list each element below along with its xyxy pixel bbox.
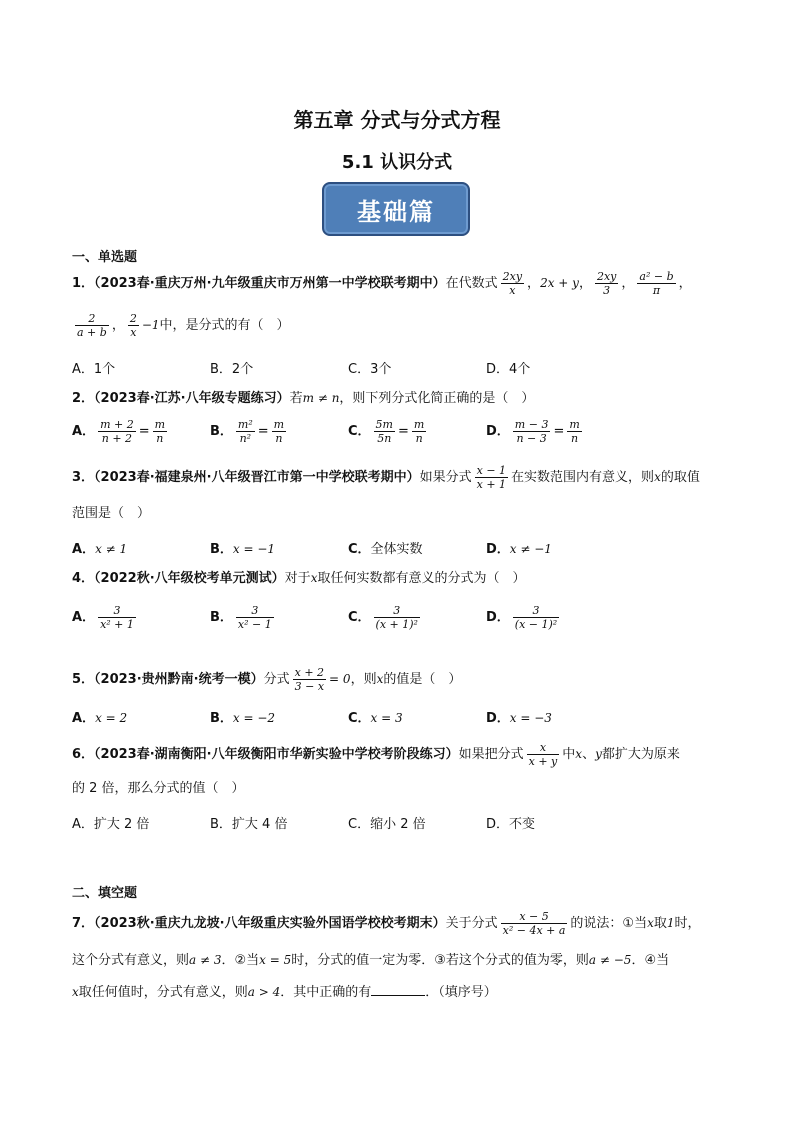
- q4-option-c: [348, 604, 423, 631]
- q1-text-b: 中，是分式的有（ ）: [159, 318, 290, 333]
- question-1-line2: $\frac{2}{a + b}$ ， $\frac{2}{x}$ −1中，是分式的有（ ）: [77, 312, 290, 339]
- q4-c-fraction: [374, 604, 420, 631]
- q3-text-a: 如果分式: [419, 470, 472, 485]
- q2-condition: m ≠ n: [302, 391, 340, 405]
- q1-f6-tail: −1: [141, 318, 160, 332]
- q3-option-b: [210, 538, 275, 557]
- q3-label-c: C．: [348, 542, 371, 557]
- q6-var-y: y: [595, 747, 602, 761]
- question-1-line1: 1．（2023春·重庆万州·九年级重庆市万州第一中学校联考期中）在代数式 $\frac{2xy}{x}$ ，2x + y， $\frac{2xy}{3}$ ， $\frac{\text{a² − b}}{\pi}$ ，: [72, 270, 692, 297]
- q2-b-rd: n: [275, 432, 283, 445]
- q6-f-denominator: x + y: [528, 755, 558, 768]
- q3-fraction: [475, 464, 508, 491]
- q2-d-rd: n: [571, 432, 579, 445]
- q7-l2-math-3: a ≠ −5: [588, 953, 632, 967]
- q5-label-b: B．: [210, 711, 233, 726]
- q5-label-c: C．: [348, 711, 371, 726]
- q2-a-rn: m: [154, 418, 166, 431]
- q2-b-ld: n²: [239, 432, 252, 445]
- q2-c-ln: 5m: [375, 418, 393, 431]
- q7-l3-var: x: [72, 985, 79, 999]
- q4-var: x: [310, 571, 318, 585]
- question-6-line1: [72, 741, 680, 768]
- q6-number: 6．: [72, 747, 95, 762]
- q1-fraction-4: [637, 270, 675, 297]
- q2-d-rn: m: [569, 418, 580, 431]
- q2-d-ln: m − 3: [514, 418, 549, 431]
- q1-source: （2023春·重庆万州·九年级重庆市万州第一中学校联考期中）: [94, 276, 446, 291]
- q5-number: 5．: [72, 672, 95, 687]
- q5-label-a: A．: [72, 711, 96, 726]
- q3-option-d: [486, 538, 552, 557]
- q2-b-ln: m²: [237, 418, 253, 431]
- q7-l2-math-1: a ≠ 3: [189, 953, 222, 967]
- q2-a-right: [153, 418, 167, 445]
- q3-option-a: [72, 538, 127, 557]
- q6-fraction: [527, 741, 560, 768]
- q3-c-value: 全体实数: [370, 542, 423, 557]
- q5-option-d: [486, 707, 552, 726]
- q1-f5-numerator: 2: [75, 312, 109, 326]
- q5-option-c: [348, 707, 403, 726]
- q5-f-numerator: x + 2: [294, 666, 325, 679]
- q2-a-ld: n + 2: [101, 432, 133, 445]
- q7-l3-text-a: 取任何值时，分式有意义，则: [78, 985, 248, 1000]
- q1-option-a: A．1个: [72, 362, 116, 377]
- q2-label-a: A．: [72, 424, 96, 439]
- q4-option-b: [210, 604, 277, 631]
- q5-f-denominator: 3 − x: [294, 680, 325, 693]
- q3-option-c: [348, 538, 423, 557]
- q7-f-denominator: x² − 4x + a: [502, 924, 566, 937]
- q6-source: （2023春·湖南衡阳·八年级衡阳市华新实验中学校考阶段练习）: [94, 747, 459, 762]
- q5-c-value: x = 3: [370, 711, 403, 725]
- q1-f4-denominator: π: [652, 284, 661, 297]
- question-3-line1: [72, 464, 700, 491]
- q2-b-rn: m: [273, 418, 285, 431]
- q7-l3-math: a > 4: [247, 985, 281, 999]
- q2-option-c: C． $\frac{5m}{5n}$ = $\frac{m}{n}$: [348, 418, 425, 445]
- q6-text-c: 都扩大为原来: [601, 747, 680, 762]
- q2-number: 2．: [72, 391, 95, 406]
- level-badge: 基础篇: [322, 182, 470, 236]
- q4-c-d: (x + 1)²: [375, 618, 418, 631]
- q5-label-d: D．: [486, 711, 510, 726]
- q3-number: 3．: [72, 470, 95, 485]
- section-title: 5.1 认识分式: [341, 152, 453, 173]
- q6-var-x: x: [575, 747, 583, 761]
- q3-label-d: D．: [486, 542, 510, 557]
- q3-source: （2023春·福建泉州·八年级晋江市第一中学校联考期中）: [94, 470, 420, 485]
- q5-var: x: [376, 672, 384, 686]
- q7-text-c: 取: [653, 916, 667, 931]
- q7-number: 7．: [72, 916, 95, 931]
- q6-f-numerator: x: [527, 741, 560, 755]
- q5-d-value: x = −3: [509, 711, 552, 725]
- q4-d-n: 3: [513, 604, 559, 618]
- q1-f4-numerator: a² − b: [639, 270, 674, 283]
- q2-text-b: ，则下列分式化简正确的是（ ）: [339, 391, 535, 406]
- q4-b-n: 3: [236, 604, 274, 618]
- q4-label-c: C．: [348, 610, 371, 625]
- q2-text-a: 若: [289, 391, 303, 406]
- q3-label-a: A．: [72, 542, 96, 557]
- q2-c-rd: n: [415, 432, 423, 445]
- q2-d-right: [567, 418, 581, 445]
- q5-text-a: 分式: [263, 672, 290, 687]
- q6-option-c: C．缩小 2 倍: [348, 817, 426, 832]
- q6-option-b: B．扩大 4 倍: [210, 817, 288, 832]
- q1-expression-2: 2x + y: [540, 276, 579, 290]
- q2-a-ln: m + 2: [100, 418, 134, 431]
- q4-a-fraction: [98, 604, 136, 631]
- q3-f-denominator: x + 1: [476, 478, 507, 491]
- q2-d-ld: n − 3: [516, 432, 547, 445]
- q4-a-n: 3: [98, 604, 136, 618]
- q1-f3-numerator: 2xy: [596, 270, 617, 283]
- question-2: [72, 389, 534, 408]
- q2-b-left: [236, 418, 255, 445]
- q5-text-b: ，则: [350, 672, 377, 687]
- q6-option-d: D．不变: [486, 817, 536, 832]
- q1-f1-numerator: 2xy: [502, 270, 523, 283]
- q7-l2-math-2: x = 5: [259, 953, 292, 967]
- q1-option-b: B．2个: [210, 362, 254, 377]
- question-3-line2: 范围是（ ）: [72, 506, 151, 521]
- q5-a-value: x = 2: [95, 711, 128, 725]
- q4-a-d: x² + 1: [100, 618, 134, 631]
- q1-fraction-3: [595, 270, 618, 297]
- q2-d-left: [513, 418, 551, 445]
- q5-fraction: [293, 666, 326, 693]
- q7-text-d: 时，: [674, 916, 701, 931]
- q4-source: （2022秋·八年级校考单元测试）: [94, 571, 285, 586]
- q2-label-c: C．: [348, 424, 371, 439]
- q4-label-a: A．: [72, 610, 96, 625]
- part1-heading: 一、单选题: [72, 250, 138, 265]
- q7-l3-text-b: ．其中正确的有: [280, 985, 372, 1000]
- q1-f6-denominator: x: [130, 326, 137, 339]
- q6-separator: 、: [582, 747, 596, 762]
- q4-number: 4．: [72, 571, 95, 586]
- q1-fraction-1: [501, 270, 524, 297]
- question-7-line2: [72, 951, 669, 970]
- q3-text-b: 在实数范围内有意义，则: [511, 470, 655, 485]
- q7-l2-text-d: ．④当: [631, 953, 670, 968]
- q7-f-numerator: x − 5: [501, 910, 568, 924]
- q1-text-a: 在代数式: [445, 276, 498, 291]
- q7-l2-text-a: 这个分式有意义，则: [72, 953, 190, 968]
- q2-c-ld: 5n: [377, 432, 392, 445]
- q5-option-a: [72, 707, 127, 726]
- q2-label-b: B．: [210, 424, 233, 439]
- q4-c-n: 3: [374, 604, 420, 618]
- q2-c-rn: m: [413, 418, 425, 431]
- question-5: [72, 666, 461, 693]
- q3-label-b: B．: [210, 542, 233, 557]
- chapter-title: 第五章 分式与分式方程: [293, 108, 501, 132]
- q5-b-value: x = −2: [232, 711, 276, 725]
- q3-f-numerator: x − 1: [476, 464, 507, 477]
- q7-text-b: 的说法：①当: [570, 916, 648, 931]
- q2-option-b: B． $\frac{\text{m²}}{\text{n²}}$ = $\frac{m}{n}$: [210, 418, 285, 445]
- q1-number: 1．: [72, 276, 95, 291]
- part2-heading: 二、填空题: [72, 886, 138, 901]
- q2-source: （2023春·江苏·八年级专题练习）: [94, 391, 290, 406]
- q4-label-b: B．: [210, 610, 233, 625]
- q5-text-c: 的值是（ ）: [383, 672, 462, 687]
- q4-option-a: [72, 604, 139, 631]
- q4-b-d: x² − 1: [237, 618, 272, 631]
- q2-c-left: [374, 418, 395, 445]
- q2-option-a: A． $\frac{m + 2}{n + 2}$ = $\frac{m}{n}$: [72, 418, 166, 445]
- q2-b-right: [272, 418, 286, 445]
- q7-var-x: x: [647, 916, 654, 930]
- question-6-line2: 的 2 倍，那么分式的值（ ）: [72, 781, 245, 796]
- q7-l3-text-c: ．（填序号）: [425, 985, 497, 1000]
- q4-d-fraction: [513, 604, 559, 631]
- q2-c-right: [412, 418, 426, 445]
- q3-a-value: x ≠ 1: [95, 542, 128, 556]
- q7-text-a: 关于分式: [445, 916, 498, 931]
- q1-f3-denominator: 3: [603, 284, 611, 297]
- q1-f1-denominator: x: [509, 284, 516, 297]
- q5-equation: = 0: [329, 672, 351, 686]
- q4-label-d: D．: [486, 610, 510, 625]
- q7-l2-text-c: 时，分式的值一定为零．③若这个分式的值为零，则: [291, 953, 589, 968]
- q1-fraction-5: [75, 312, 109, 339]
- q7-answer-blank[interactable]: [371, 983, 425, 996]
- q1-option-d: D．4个: [486, 362, 531, 377]
- q5-source: （2023·贵州黔南·统考一模）: [94, 672, 264, 687]
- q7-value-1: 1: [666, 916, 675, 930]
- q4-text-b: 取任何实数都有意义的分式为（ ）: [317, 571, 526, 586]
- q1-option-c: C．3个: [348, 362, 392, 377]
- q2-option-d: D． $\frac{m - 3}{n - 3}$ = $\frac{m}{n}$: [486, 418, 580, 445]
- q1-fraction-6: [128, 312, 139, 339]
- question-7-line3: [72, 983, 497, 1002]
- q4-b-fraction: [236, 604, 274, 631]
- q6-text-a: 如果把分式: [458, 747, 524, 762]
- question-7-line1: [72, 910, 701, 937]
- q2-a-rd: n: [156, 432, 164, 445]
- q7-l2-text-b: ．②当: [221, 953, 260, 968]
- q4-d-d: (x − 1)²: [514, 618, 558, 631]
- q2-label-d: D．: [486, 424, 510, 439]
- q3-text-c: 的取值: [660, 470, 700, 485]
- q6-text-b: 中: [562, 747, 576, 762]
- q1-f6-numerator: 2: [129, 312, 137, 325]
- q2-a-left: [98, 418, 136, 445]
- q3-var: x: [654, 470, 661, 484]
- q6-option-a: A．扩大 2 倍: [72, 817, 150, 832]
- q1-f5-denominator: a + b: [77, 326, 107, 339]
- q7-source: （2023秋·重庆九龙坡·八年级重庆实验外国语学校校考期末）: [94, 916, 446, 931]
- q4-option-d: [486, 604, 562, 631]
- q4-text-a: 对于: [284, 571, 311, 586]
- q7-fraction: [501, 910, 568, 937]
- q3-d-value: x ≠ −1: [509, 542, 552, 556]
- q3-b-value: x = −1: [232, 542, 276, 556]
- question-4: [72, 569, 525, 588]
- q5-option-b: [210, 707, 275, 726]
